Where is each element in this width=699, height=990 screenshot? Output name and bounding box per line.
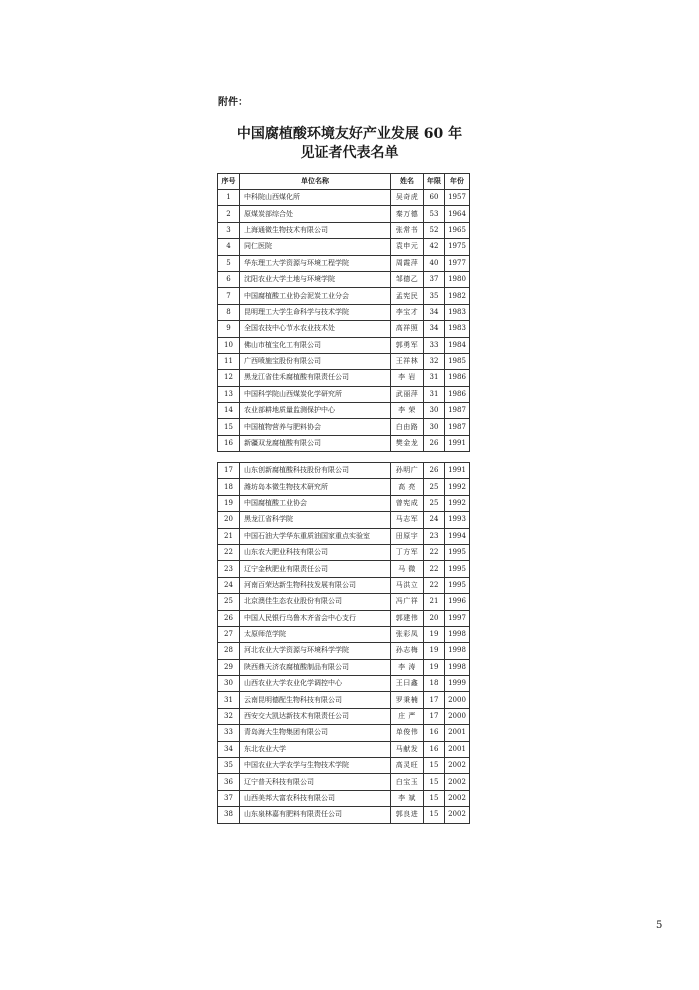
cell-year: 1986 xyxy=(445,370,470,386)
cell-name: 郭良进 xyxy=(391,807,424,823)
cell-no: 18 xyxy=(218,479,240,495)
cell-years: 35 xyxy=(424,288,445,304)
cell-year: 1977 xyxy=(445,255,470,271)
cell-no: 14 xyxy=(218,403,240,419)
cell-name: 王曰鑫 xyxy=(391,676,424,692)
cell-org: 中国人民银行乌鲁木齐省会中心支行 xyxy=(240,610,391,626)
table-row xyxy=(218,659,470,675)
cell-name: 李 涛 xyxy=(391,659,424,675)
cell-org: 山东创新腐植酸科技股份有限公司 xyxy=(240,463,391,479)
cell-year: 1998 xyxy=(445,643,470,659)
cell-years: 16 xyxy=(424,725,445,741)
cell-years: 26 xyxy=(424,463,445,479)
cell-name: 邹德乙 xyxy=(391,271,424,287)
cell-year: 1995 xyxy=(445,544,470,560)
cell-name: 马洪立 xyxy=(391,577,424,593)
cell-no: 21 xyxy=(218,528,240,544)
header-name: 姓名 xyxy=(391,174,424,190)
cell-org: 河北农业大学资源与环境科学学院 xyxy=(240,643,391,659)
cell-org: 沈阳农业大学土地与环境学院 xyxy=(240,271,391,287)
cell-no: 23 xyxy=(218,561,240,577)
cell-no: 13 xyxy=(218,386,240,402)
table-row xyxy=(218,463,470,479)
cell-org: 全国农技中心节水农业技术处 xyxy=(240,321,391,337)
cell-years: 60 xyxy=(424,190,445,206)
cell-org: 中国植物营养与肥料协会 xyxy=(240,419,391,435)
cell-no: 1 xyxy=(218,190,240,206)
cell-year: 1975 xyxy=(445,239,470,255)
cell-years: 20 xyxy=(424,610,445,626)
cell-org: 陕西鼎天济农腐植酸制品有限公司 xyxy=(240,659,391,675)
cell-name: 高祥照 xyxy=(391,321,424,337)
cell-years: 31 xyxy=(424,370,445,386)
cell-name: 李宝才 xyxy=(391,304,424,320)
cell-years: 22 xyxy=(424,544,445,560)
cell-years: 16 xyxy=(424,741,445,757)
cell-org: 佛山市植宝化工有限公司 xyxy=(240,337,391,353)
table-row xyxy=(218,419,470,435)
cell-year: 2001 xyxy=(445,741,470,757)
table-row xyxy=(218,337,470,353)
cell-no: 19 xyxy=(218,495,240,511)
cell-name: 单俊伟 xyxy=(391,725,424,741)
table-row xyxy=(218,528,470,544)
cell-no: 2 xyxy=(218,206,240,222)
cell-years: 33 xyxy=(424,337,445,353)
cell-org: 新疆双龙腐植酸有限公司 xyxy=(240,435,391,451)
cell-year: 1987 xyxy=(445,403,470,419)
cell-org: 太原师范学院 xyxy=(240,626,391,642)
cell-name: 孟宪民 xyxy=(391,288,424,304)
cell-years: 19 xyxy=(424,626,445,642)
cell-years: 18 xyxy=(424,676,445,692)
cell-no: 37 xyxy=(218,790,240,806)
cell-name: 秦万德 xyxy=(391,206,424,222)
cell-org: 中国腐植酸工业协会 xyxy=(240,495,391,511)
cell-org: 黑龙江省科学院 xyxy=(240,512,391,528)
cell-name: 高灵旺 xyxy=(391,758,424,774)
cell-year: 1985 xyxy=(445,353,470,369)
cell-years: 15 xyxy=(424,807,445,823)
table-row xyxy=(218,561,470,577)
cell-name: 李 斌 xyxy=(391,790,424,806)
cell-year: 2002 xyxy=(445,790,470,806)
table-row xyxy=(218,370,470,386)
table-row xyxy=(218,255,470,271)
cell-org: 中国腐植酸工业协会泥炭工业分会 xyxy=(240,288,391,304)
table-row xyxy=(218,190,470,206)
table-row xyxy=(218,708,470,724)
cell-org: 东北农业大学 xyxy=(240,741,391,757)
table-row xyxy=(218,741,470,757)
document-title: 中国腐植酸环境友好产业发展 60 年 xyxy=(236,126,463,142)
cell-year: 2002 xyxy=(445,774,470,790)
cell-no: 29 xyxy=(218,659,240,675)
cell-org: 西安交大凯达新技术有限责任公司 xyxy=(240,708,391,724)
cell-org: 青岛海大生物集团有限公司 xyxy=(240,725,391,741)
cell-name: 马献发 xyxy=(391,741,424,757)
cell-years: 37 xyxy=(424,271,445,287)
cell-name: 周霞萍 xyxy=(391,255,424,271)
table-row xyxy=(218,725,470,741)
header-years: 年限 xyxy=(424,174,445,190)
cell-org: 原煤炭部综合处 xyxy=(240,206,391,222)
table-header-row xyxy=(218,174,470,190)
cell-name: 田原宇 xyxy=(391,528,424,544)
cell-year: 1986 xyxy=(445,386,470,402)
cell-no: 17 xyxy=(218,463,240,479)
cell-years: 19 xyxy=(424,643,445,659)
cell-no: 34 xyxy=(218,741,240,757)
cell-name: 罗秉楠 xyxy=(391,692,424,708)
cell-year: 1980 xyxy=(445,271,470,287)
cell-org: 华东理工大学资源与环境工程学院 xyxy=(240,255,391,271)
cell-org: 辽宁普天科技有限公司 xyxy=(240,774,391,790)
cell-no: 35 xyxy=(218,758,240,774)
cell-year: 1992 xyxy=(445,495,470,511)
cell-years: 30 xyxy=(424,403,445,419)
cell-year: 1964 xyxy=(445,206,470,222)
table-row xyxy=(218,353,470,369)
cell-no: 22 xyxy=(218,544,240,560)
table-row xyxy=(218,544,470,560)
witness-table-part2 xyxy=(217,462,470,824)
cell-name: 庄 严 xyxy=(391,708,424,724)
cell-org: 同仁医院 xyxy=(240,239,391,255)
table-row xyxy=(218,304,470,320)
cell-org: 中国石油大学华东重质油国家重点实验室 xyxy=(240,528,391,544)
cell-year: 1998 xyxy=(445,626,470,642)
table-row xyxy=(218,610,470,626)
cell-name: 白宝玉 xyxy=(391,774,424,790)
document-subtitle: 见证者代表名单 xyxy=(300,145,399,161)
cell-year: 1992 xyxy=(445,479,470,495)
cell-no: 6 xyxy=(218,271,240,287)
cell-name: 冯广祥 xyxy=(391,594,424,610)
cell-years: 19 xyxy=(424,659,445,675)
table-row xyxy=(218,239,470,255)
cell-no: 4 xyxy=(218,239,240,255)
cell-years: 25 xyxy=(424,495,445,511)
cell-no: 15 xyxy=(218,419,240,435)
cell-org: 山西农业大学农业化学调控中心 xyxy=(240,676,391,692)
cell-no: 25 xyxy=(218,594,240,610)
cell-year: 1995 xyxy=(445,561,470,577)
cell-year: 1998 xyxy=(445,659,470,675)
table-row xyxy=(218,479,470,495)
cell-no: 16 xyxy=(218,435,240,451)
cell-no: 27 xyxy=(218,626,240,642)
cell-no: 33 xyxy=(218,725,240,741)
cell-name: 李 岩 xyxy=(391,370,424,386)
cell-years: 32 xyxy=(424,353,445,369)
cell-years: 17 xyxy=(424,708,445,724)
table-body xyxy=(218,190,470,452)
cell-no: 20 xyxy=(218,512,240,528)
cell-name: 吴奇虎 xyxy=(391,190,424,206)
cell-no: 9 xyxy=(218,321,240,337)
table-row xyxy=(218,577,470,593)
header-no: 序号 xyxy=(218,174,240,190)
cell-org: 山西美邦大富农科技有限公司 xyxy=(240,790,391,806)
table-row xyxy=(218,676,470,692)
cell-org: 山东泉林嘉有肥料有限责任公司 xyxy=(240,807,391,823)
cell-year: 1999 xyxy=(445,676,470,692)
cell-years: 42 xyxy=(424,239,445,255)
cell-years: 40 xyxy=(424,255,445,271)
cell-no: 28 xyxy=(218,643,240,659)
cell-no: 36 xyxy=(218,774,240,790)
cell-year: 1993 xyxy=(445,512,470,528)
cell-year: 1982 xyxy=(445,288,470,304)
cell-name: 高 亮 xyxy=(391,479,424,495)
cell-name: 曾宪成 xyxy=(391,495,424,511)
cell-org: 中科院山西煤化所 xyxy=(240,190,391,206)
cell-no: 10 xyxy=(218,337,240,353)
cell-year: 2000 xyxy=(445,708,470,724)
cell-no: 24 xyxy=(218,577,240,593)
table-row xyxy=(218,495,470,511)
cell-year: 2002 xyxy=(445,758,470,774)
cell-years: 25 xyxy=(424,479,445,495)
table-row xyxy=(218,386,470,402)
cell-org: 河南百荣达新生物科技发展有限公司 xyxy=(240,577,391,593)
cell-year: 1983 xyxy=(445,321,470,337)
table-row xyxy=(218,222,470,238)
cell-years: 34 xyxy=(424,304,445,320)
cell-no: 30 xyxy=(218,676,240,692)
cell-year: 1957 xyxy=(445,190,470,206)
cell-no: 3 xyxy=(218,222,240,238)
cell-no: 38 xyxy=(218,807,240,823)
attachment-label: 附件： xyxy=(218,97,248,108)
cell-years: 17 xyxy=(424,692,445,708)
cell-name: 孙明广 xyxy=(391,463,424,479)
cell-years: 30 xyxy=(424,419,445,435)
cell-org: 潍坊岛本微生物技术研究所 xyxy=(240,479,391,495)
cell-year: 2000 xyxy=(445,692,470,708)
cell-year: 2002 xyxy=(445,807,470,823)
cell-years: 23 xyxy=(424,528,445,544)
table-row xyxy=(218,774,470,790)
cell-years: 24 xyxy=(424,512,445,528)
cell-year: 1987 xyxy=(445,419,470,435)
table-row xyxy=(218,206,470,222)
table-row xyxy=(218,435,470,451)
table-row xyxy=(218,807,470,823)
cell-no: 32 xyxy=(218,708,240,724)
cell-year: 1995 xyxy=(445,577,470,593)
cell-name: 孙志梅 xyxy=(391,643,424,659)
cell-no: 5 xyxy=(218,255,240,271)
cell-org: 云南昆明德配生物科技有限公司 xyxy=(240,692,391,708)
cell-year: 2001 xyxy=(445,725,470,741)
cell-name: 丁方军 xyxy=(391,544,424,560)
cell-year: 1965 xyxy=(445,222,470,238)
cell-years: 22 xyxy=(424,561,445,577)
cell-years: 26 xyxy=(424,435,445,451)
cell-org: 上海通微生物技术有限公司 xyxy=(240,222,391,238)
header-year: 年份 xyxy=(445,174,470,190)
table-row xyxy=(218,790,470,806)
table-row xyxy=(218,626,470,642)
cell-name: 王祥林 xyxy=(391,353,424,369)
cell-year: 1991 xyxy=(445,463,470,479)
page-number: 5 xyxy=(656,920,663,931)
table-row xyxy=(218,692,470,708)
cell-name: 袁申元 xyxy=(391,239,424,255)
cell-years: 34 xyxy=(424,321,445,337)
table-row xyxy=(218,271,470,287)
cell-years: 22 xyxy=(424,577,445,593)
cell-years: 52 xyxy=(424,222,445,238)
cell-org: 北京澳佳生态农业股份有限公司 xyxy=(240,594,391,610)
cell-org: 辽宁金秋肥业有限责任公司 xyxy=(240,561,391,577)
cell-year: 1994 xyxy=(445,528,470,544)
cell-years: 15 xyxy=(424,758,445,774)
cell-name: 马志军 xyxy=(391,512,424,528)
cell-years: 31 xyxy=(424,386,445,402)
cell-years: 15 xyxy=(424,790,445,806)
cell-org: 中国农业大学农学与生物技术学院 xyxy=(240,758,391,774)
cell-name: 郭建伟 xyxy=(391,610,424,626)
cell-no: 12 xyxy=(218,370,240,386)
table-row xyxy=(218,594,470,610)
cell-name: 郭勇军 xyxy=(391,337,424,353)
cell-no: 7 xyxy=(218,288,240,304)
cell-year: 1997 xyxy=(445,610,470,626)
cell-no: 8 xyxy=(218,304,240,320)
table-row xyxy=(218,403,470,419)
table-row xyxy=(218,288,470,304)
table-body xyxy=(218,463,470,824)
cell-years: 15 xyxy=(424,774,445,790)
cell-years: 53 xyxy=(424,206,445,222)
cell-no: 11 xyxy=(218,353,240,369)
cell-name: 樊金龙 xyxy=(391,435,424,451)
cell-name: 武丽萍 xyxy=(391,386,424,402)
header-org: 单位名称 xyxy=(240,174,391,190)
cell-org: 黑龙江省佳禾腐植酸有限责任公司 xyxy=(240,370,391,386)
table-row xyxy=(218,512,470,528)
table-row xyxy=(218,321,470,337)
cell-year: 1991 xyxy=(445,435,470,451)
cell-year: 1983 xyxy=(445,304,470,320)
cell-name: 李 荣 xyxy=(391,403,424,419)
witness-table-part1 xyxy=(217,173,470,452)
cell-no: 26 xyxy=(218,610,240,626)
cell-name: 马 微 xyxy=(391,561,424,577)
cell-no: 31 xyxy=(218,692,240,708)
table-row xyxy=(218,758,470,774)
cell-org: 山东农大肥业科技有限公司 xyxy=(240,544,391,560)
cell-year: 1996 xyxy=(445,594,470,610)
cell-org: 昆明理工大学生命科学与技术学院 xyxy=(240,304,391,320)
cell-name: 白由路 xyxy=(391,419,424,435)
cell-year: 1984 xyxy=(445,337,470,353)
cell-years: 21 xyxy=(424,594,445,610)
cell-org: 农业部耕地质量监测保护中心 xyxy=(240,403,391,419)
cell-org: 中国科学院山西煤炭化学研究所 xyxy=(240,386,391,402)
table-row xyxy=(218,643,470,659)
cell-org: 广西喷施宝股份有限公司 xyxy=(240,353,391,369)
cell-name: 张彩凤 xyxy=(391,626,424,642)
cell-name: 张常书 xyxy=(391,222,424,238)
